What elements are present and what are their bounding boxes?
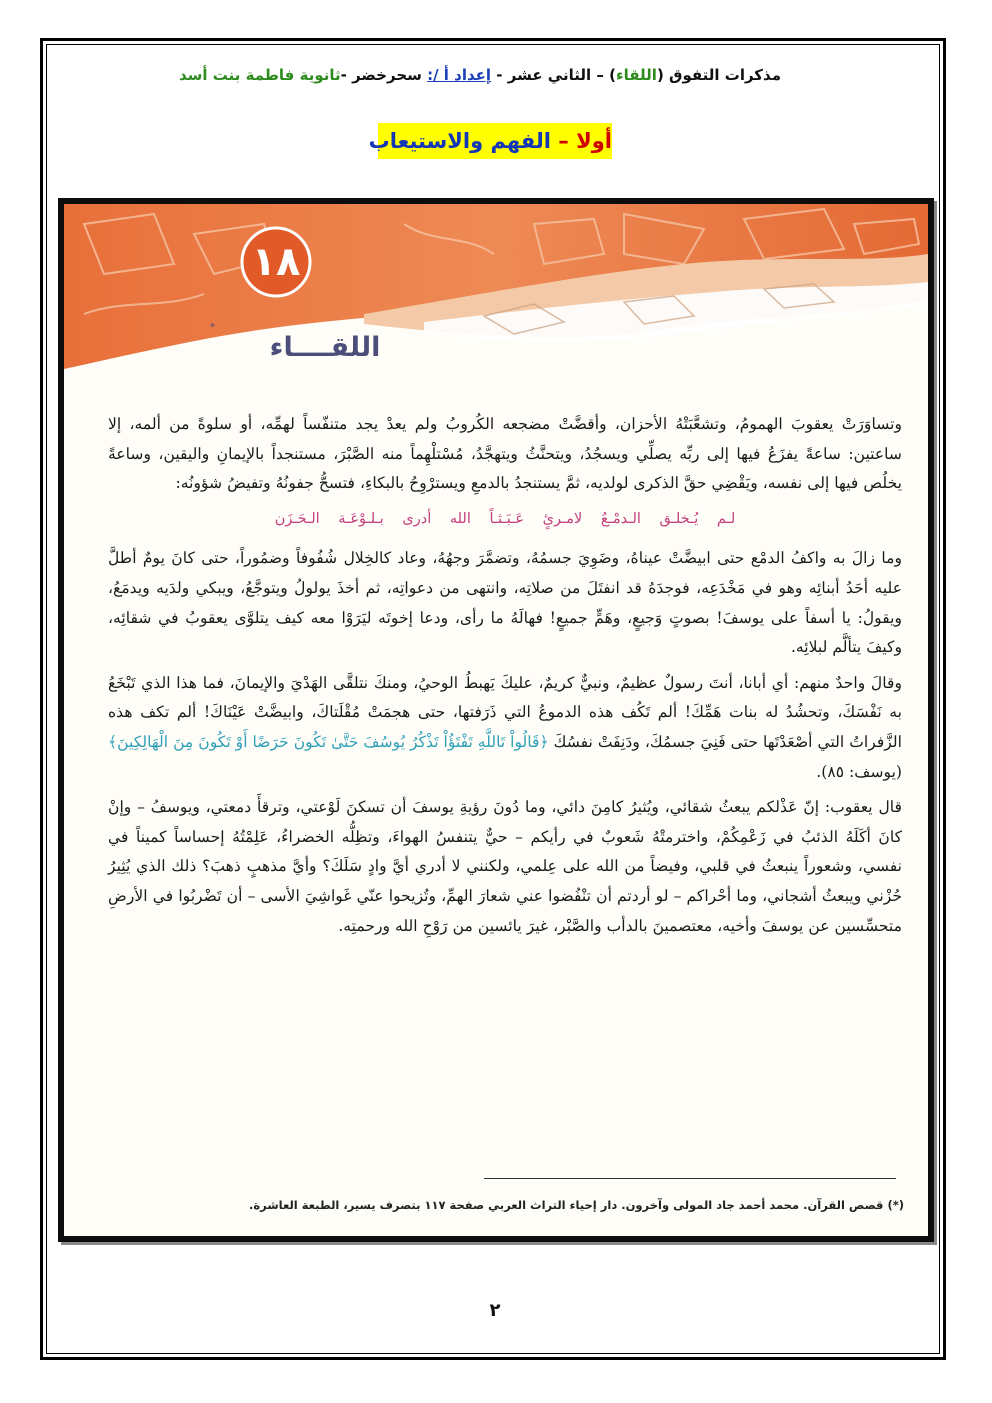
paragraph-3-text: وقالَ واحدٌ منهم: أي أبانا، أنتَ رسولٌ عظيمٌ، ونبيٌّ كريمٌ، عليكَ يَهبطُ الوحيُ، ومنكَ نتلقَّى الهَدْيَ والإيمانَ، فما هذا الذي تَبْخَعُ به نَفْسَكَ، وتحشُدُ له بنات هَمِّكَ! ألم تَكُف هذه الدموعُ التي ذَرَفتها، حتى هجمَتْ مُقْلَتاكَ، وابيضَّتْ عَيْنَاكَ! ألم تكف هذه الزَّفراتُ التي أصْعَدْتَها حتى فَنِيَ جسمُكَ، ودَنِفَتْ نفسُكَ xyxy=(108,673,902,751)
decorative-banner xyxy=(64,204,928,374)
lesson-number: ١٨ xyxy=(251,239,301,285)
lesson-title: اللقــــاء xyxy=(269,332,381,363)
lesson-title-footnote-mark: * xyxy=(210,322,215,333)
header-part-6: ثانوية فاطمة بنت أسد xyxy=(179,66,341,84)
paragraph-4: قال يعقوب: إنّ عَذْلكم يبعثُ شقائي، ويُثيرُ كامِنَ دائي، وما دُونَ رؤيةِ يوسفَ أن تسكنَ لَوْعتي، وترقأَ دمعتي، ويوسفُ – وإنْ كانَ أكَلَهُ الذئبُ في زَعْمِكُمْ، واخترمتْهُ شَعوبٌ في رأيكم – حيٌّ يتنفسُ الهواءَ، وتظِلُّه الخضراءُ، عَلِمْتُهُ إحساساً كميناً في نفسي، وشعوراً ينبعثُ في قلبي، وفيضاً من الله على عِلمي، ولكنني لا أدري أيَّ وادٍ سَلَكَ؟ وأيَّ مذهبٍ ذهبَ؟ ذلك الذي يُثِيرُ حُزْني ويبعثُ أشجاني، وما أحْراكم – لو أردتم أن تنْفُضوا عني شعارَ الهمِّ، وتُزيحوا عنّي غَواشِيَ الأسى – أن تَضْربُوا في الأرضِ متحسِّسين عن يوسفَ وأخيه، معتصمينَ بالدأب والصَّبْر، غيرَ يائسين من رَوْحِ الله ورحمتِه. xyxy=(108,798,902,935)
paragraph-1: وتساوَرَتْ يعقوبَ الهمومُ، وتشعَّبَتْهُ الأحزان، وأقضَّتْ مضجعه الكُروبُ ولم يعدْ يجد متنفّساً لهمِّه، أو سلوةً من ألمه، إلا ساعتين: ساعةً يفزَعُ فيها إلى ربِّه يصلِّي ويسجُدُ، ويتحنَّثُ ويتهجَّدُ، مُسْتلْهِماً منه الصَّبْرَ، مستنجداً بالإيمانِ واليقين، وساعةً يخلُص فيها إلى نفسه، ويَقْضِي حقَّ الذكرى لولديه، ثمَّ يستنجدُ بالدمعِ ويسترْوِحُ بالبكاءِ، فتسحُّ جفونُهُ وتفيضُ شؤونُه: xyxy=(108,415,902,493)
quran-verse: ﴿قَالُواْ تَاللَّهِ تَفْتَؤُاْ تَذْكُرُ يُوسُفَ حَتَّىٰ تَكُونَ حَرَضًا أَوْ تَكُونَ مِنَ الْهَالِكِينَ﴾ xyxy=(108,732,549,751)
footnote: (*) قصص القرآن. محمد أحمد جاد المولى وآخرون. دار إحياء التراث العربي صفحة ١١٧ بتصرف يسير، الطبعة العاشرة. xyxy=(249,1198,904,1212)
header-part-4: إعداد أ /: xyxy=(427,66,492,84)
section-heading xyxy=(368,123,612,159)
paragraph-2: وما زالَ به واكفُ الدمْع حتى ابيضَّتْ عيناهُ، وضَوِيَ جسمُهُ، وتضمَّرَ وجهُهُ، وعاد كالخِلال شُفُوفاً وضمُوراً، حتى كانَ يومٌ أطلَّ عليه أحَدُ أبنائِه وهو في مَخْدَعِه، فوجدَهُ قد انفتَلَ من صلاتِه، وانتهى من دعواتِه، ثم أخذَ يولولُ ويتوجَّعُ، ويبكي ولدَيه ويدمَعُ، ويقولُ: يا أسفاً على يوسفَ! بصوتٍ وَجيعٍ، وهَمٍّ جميعٍ! فهالَهُ ما رأى، ودعا إخوتَه ليَرَوْا معه كيف يتلوَّى يعقوبُ في شقائِه، وكيفَ يتألَّم لبلائِه. xyxy=(108,549,902,657)
header-part-5: سحرخضر - xyxy=(340,66,428,84)
verse-reference: (يوسف: ٨٥). xyxy=(816,762,902,781)
section-title-red: أولا xyxy=(576,129,612,153)
header-part-1: مذكرات التفوق ( xyxy=(656,66,781,84)
section-title-blue: الفهم والاستيعاب xyxy=(368,129,551,153)
header-part-2: اللقاء xyxy=(615,66,657,84)
lesson-body xyxy=(108,410,902,947)
footnote-divider xyxy=(484,1178,896,1179)
poem-line: لـم يُـخلـق الـدمْـعُ لامـرئٍ عَـبَـثـاً الله أدرى بـلـوْعَـة الـحَـزَن xyxy=(274,510,736,527)
header-part-3: ) – الثاني عشر - xyxy=(491,66,616,84)
paragraph-3 xyxy=(108,669,902,787)
book-page-frame xyxy=(58,198,934,1242)
page-number: ٢ xyxy=(489,1300,501,1321)
header-line xyxy=(150,62,810,88)
section-title-sep: – xyxy=(550,129,577,153)
